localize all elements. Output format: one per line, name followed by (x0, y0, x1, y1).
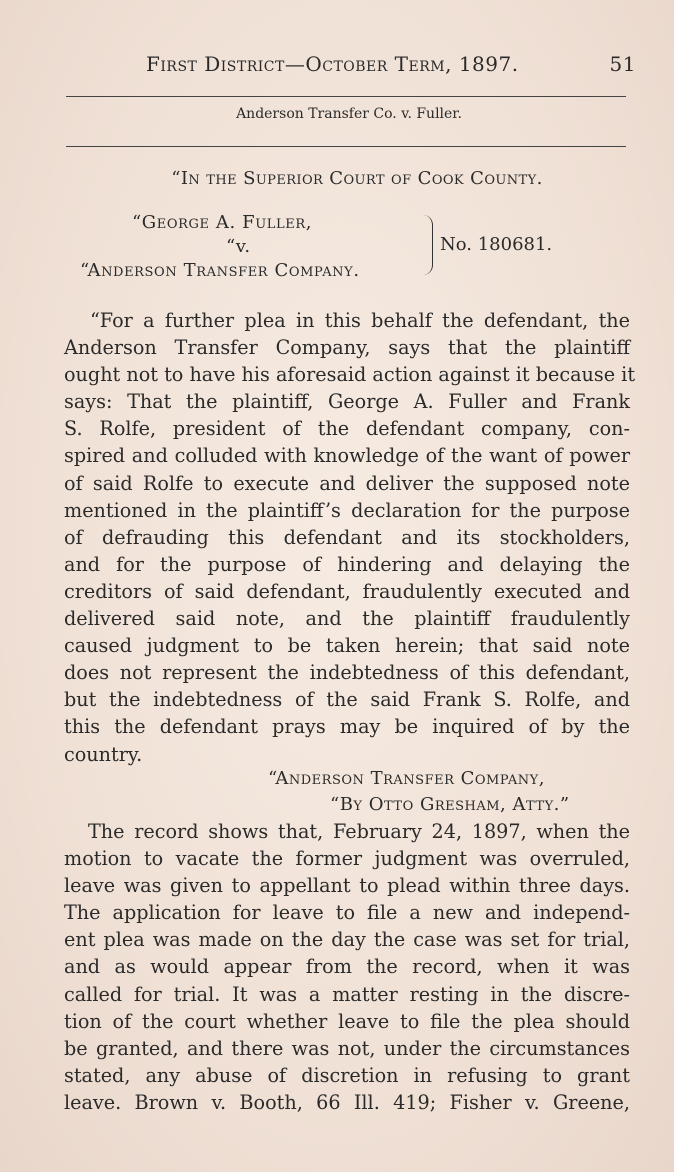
plea-line: “For a further plea in this behalf the defendant, the (90, 309, 630, 332)
opinion-line: ent plea was made on the day the case was set for trial, (64, 928, 630, 952)
opinion-line: called for trial. It was a matter resting in the discre- (64, 982, 630, 1006)
opinion-line: The record shows that, February 24, 1897, when the (88, 820, 630, 843)
caption-brace (422, 215, 433, 275)
docket-number: No. 180681. (440, 234, 553, 255)
plea-line: delivered said note, and the plaintiff fraudulently (64, 607, 630, 631)
plea-line: caused judgment to be taken herein; that said note (64, 634, 630, 658)
opinion-paragraph (64, 818, 630, 1116)
plea-line: and for the purpose of hindering and delaying the (64, 552, 630, 576)
header-rule-bottom (66, 146, 626, 147)
plea-line: of said Rolfe to execute and deliver the supposed note (64, 471, 630, 495)
opinion-line: The application for leave to file a new and independ- (64, 901, 630, 925)
caption-defendant: “Anderson Transfer Company. (80, 260, 360, 281)
header-rule-top (66, 96, 626, 97)
opinion-line: leave. Brown v. Booth, 66 Ill. 419; Fisher v. Greene, (64, 1090, 630, 1114)
signature-attorney: “By Otto Gresham, Atty.” (330, 794, 570, 815)
opinion-line: be granted, and there was not, under the circumstances (64, 1036, 630, 1060)
plea-line: does not represent the indebtedness of this defendant, (64, 661, 630, 685)
plea-line: says: That the plaintiff, George A. Fuller and Frank (64, 390, 630, 414)
plea-line: but the indebtedness of the said Frank S. Rolfe, and (64, 688, 630, 712)
running-title: First District—October Term, 1897. (146, 52, 519, 76)
case-title: Anderson Transfer Co. v. Fuller. (236, 106, 462, 122)
opinion-line: stated, any abuse of discretion in refusing to grant (64, 1063, 630, 1087)
caption-plaintiff: “George A. Fuller, (132, 212, 313, 233)
plea-line: mentioned in the plaintiff’s declaration for the purpose (64, 498, 630, 522)
opinion-line: and as would appear from the record, when it was (64, 955, 630, 979)
plea-line: spired and colluded with knowledge of the want of power (64, 444, 630, 468)
page-number: 51 (609, 52, 636, 76)
plea-line: S. Rolfe, president of the defendant company, con- (64, 417, 630, 441)
plea-line: Anderson Transfer Company, says that the plaintiff (64, 336, 630, 360)
opinion-line: leave was given to appellant to plead within three days. (64, 874, 630, 898)
plea-line: country. (64, 742, 143, 766)
plea-paragraph (64, 307, 636, 768)
plea-line: ought not to have his aforesaid action against it because it (64, 363, 636, 387)
plea-line: this the defendant prays may be inquired of by the (64, 715, 630, 739)
signature-company: “Anderson Transfer Company, (268, 768, 545, 789)
caption-versus: “v. (226, 236, 251, 257)
opinion-line: tion of the court whether leave to file the plea should (64, 1009, 630, 1033)
plea-line: creditors of said defendant, fraudulently executed and (64, 579, 630, 603)
opinion-line: motion to vacate the former judgment was overruled, (64, 847, 630, 871)
court-heading: “In the Superior Court of Cook County. (171, 168, 543, 189)
plea-line: of defrauding this defendant and its stockholders, (64, 525, 630, 549)
